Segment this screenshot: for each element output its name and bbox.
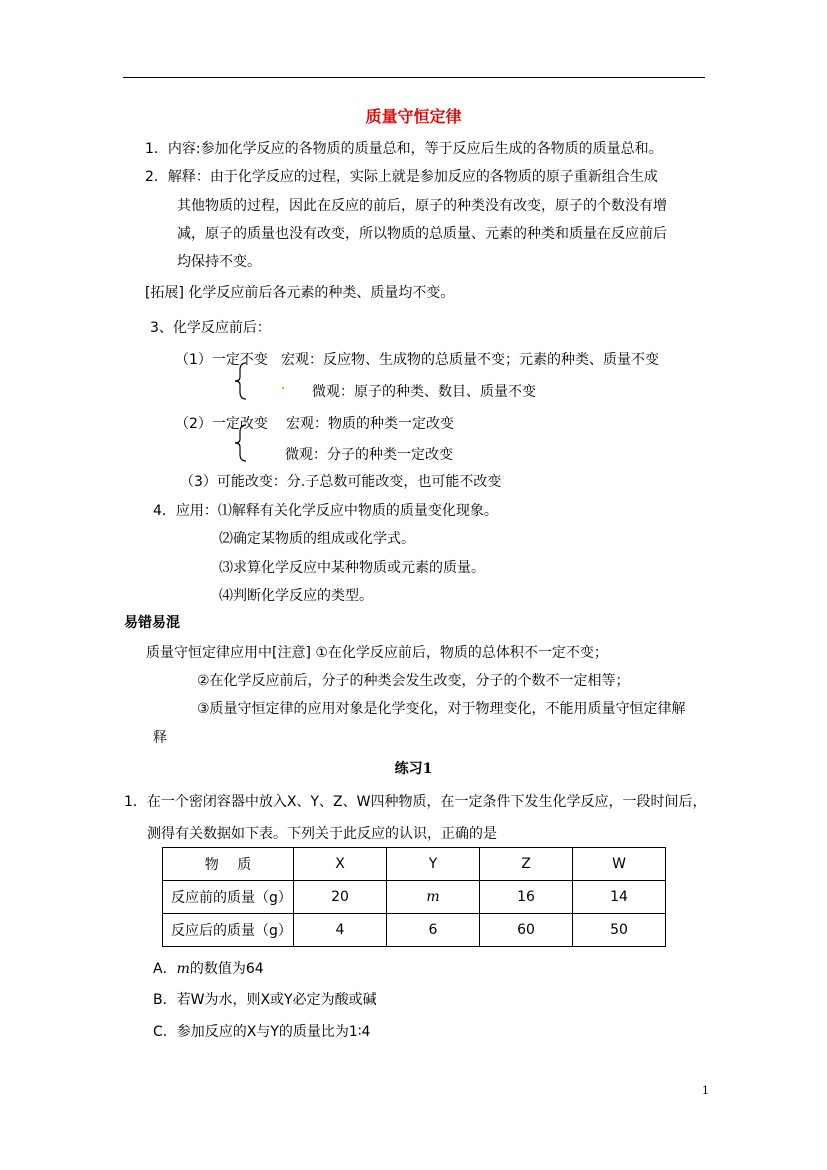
changed-macro: 宏观：物质的种类一定改变	[286, 416, 454, 432]
pitfalls-line-3: ③质量守恒定律的应用对象是化学变化，对于物理变化，不能用质量守恒定律解	[197, 701, 686, 717]
option-a	[153, 958, 264, 978]
table-header-cell: Y	[387, 848, 480, 881]
item-2-line-4: 均保持不变。	[177, 254, 261, 270]
question-1-line-1: 1．在一个密闭容器中放入X、Y、Z、W四种物质，在一定条件下发生化学反应，一段时间后，	[124, 794, 707, 810]
unchanged-label: （1）一定不变	[175, 352, 268, 368]
table-cell: 6	[387, 914, 480, 947]
pitfalls-line-4: 释	[153, 730, 167, 746]
changed-micro: 微观：分子的种类一定改变	[285, 447, 453, 463]
table-cell: 60	[480, 914, 573, 947]
table-cell: 20	[294, 881, 387, 914]
table-cell: 反应前的质量（g）	[163, 881, 294, 914]
changed-label: （2）一定改变	[175, 416, 268, 432]
exercise-heading: 练习1	[394, 761, 433, 777]
pitfalls-line-2: ②在化学反应前后，分子的种类会发生改变，分子的个数不一定相等；	[197, 673, 630, 689]
item-4-application: 4．应用：⑴解释有关化学反应中物质的质量变化现象。	[153, 503, 498, 519]
data-table	[162, 847, 666, 947]
brace-icon	[234, 362, 250, 400]
pitfalls-line-1: 质量守恒定律应用中[注意] ①在化学反应前后，物质的总体积不一定不变；	[146, 645, 608, 661]
application-3: ⑶求算化学反应中某种物质或元素的质量。	[219, 560, 485, 576]
table-cell: m	[387, 881, 480, 914]
table-cell: 14	[573, 881, 666, 914]
table-row	[163, 881, 666, 914]
option-c: C．参加反应的X与Y的质量比为1∶4	[153, 1024, 371, 1040]
table-header-cell: 物 质	[163, 848, 294, 881]
page-number: 1	[702, 1084, 709, 1097]
table-cell: 16	[480, 881, 573, 914]
may-change: （3）可能改变：分.子总数可能改变，也可能不改变	[180, 474, 502, 490]
pitfalls-heading: 易错易混	[124, 615, 180, 631]
item-2-line-2: 其他物质的过程，因此在反应的前后，原子的种类没有改变，原子的个数没有增	[177, 198, 667, 214]
item-2-line-3: 减，原子的质量也没有改变，所以物质的总质量、元素的种类和质量在反应前后	[177, 226, 667, 242]
table-cell: 4	[294, 914, 387, 947]
option-b: B．若W为水，则X或Y必定为酸或碱	[153, 992, 377, 1008]
table-header-row	[163, 848, 666, 881]
application-4: ⑷判断化学反应的类型。	[219, 588, 373, 604]
table-row	[163, 914, 666, 947]
option-a-variable: m	[176, 961, 190, 977]
header-rule	[123, 77, 705, 78]
table-header-cell: X	[294, 848, 387, 881]
unchanged-micro: 微观：原子的种类、数目、质量不变	[312, 384, 536, 400]
brace-icon	[234, 424, 250, 462]
option-a-text: 的数值为64	[189, 961, 264, 977]
stray-dot	[282, 387, 284, 389]
item-1-content: 1．内容:参加化学反应的各物质的质量总和，等于反应后生成的各物质的质量总和。	[145, 141, 663, 157]
document-title: 质量守恒定律	[365, 107, 462, 126]
extension-note: [拓展] 化学反应前后各元素的种类、质量均不变。	[145, 285, 455, 301]
table-header-cell: W	[573, 848, 666, 881]
table-header-cell: Z	[480, 848, 573, 881]
option-a-prefix: A．	[153, 961, 177, 977]
item-2-line-1: 2．解释：由于化学反应的过程，实际上就是参加反应的各物质的原子重新组合生成	[145, 169, 658, 185]
table-cell: 50	[573, 914, 666, 947]
item-3-heading: 3、化学反应前后：	[150, 320, 271, 336]
question-1-line-2: 测得有关数据如下表。下列关于此反应的认识，正确的是	[147, 826, 497, 842]
table-cell: 反应后的质量（g）	[163, 914, 294, 947]
unchanged-macro: 宏观：反应物、生成物的总质量不变；元素的种类、质量不变	[281, 352, 659, 368]
application-2: ⑵确定某物质的组成或化学式。	[219, 531, 415, 547]
